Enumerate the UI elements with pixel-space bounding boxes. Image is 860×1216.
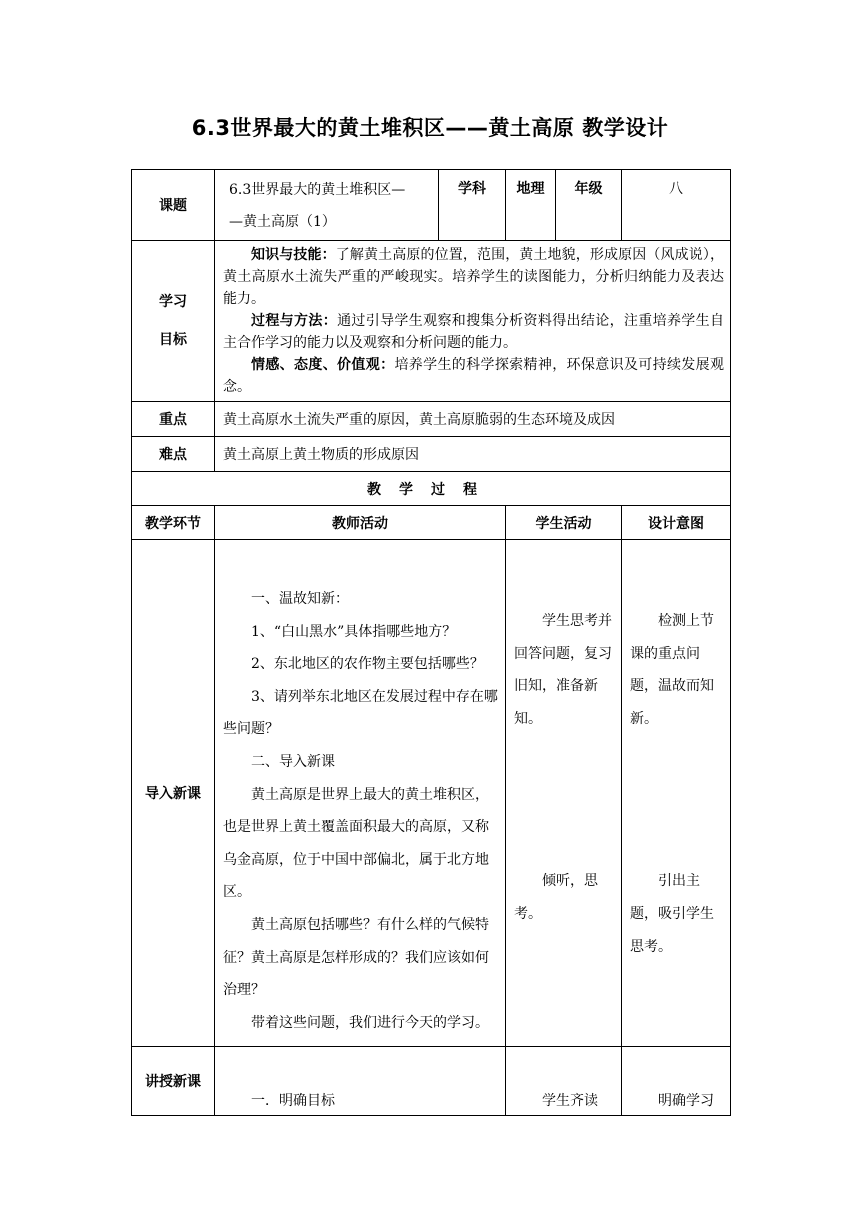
intro-intent-text-2: 引出主题，吸引学生思考。	[630, 873, 714, 955]
grade-value: 八	[622, 170, 731, 241]
goal-knowledge	[223, 244, 724, 310]
goal-process-text: 通过引导学生观察和搜集分析资料得出结论，注重培养学生自主合作学习的能力以及观察和分析问题的能力。	[223, 313, 724, 351]
subject-label: 学科	[439, 170, 506, 241]
goal-knowledge-text: 了解黄土高原的位置，范围，黄土地貌，形成原因（风成说），黄土高原水土流失严重的严峻现实。培养学生的读图能力，分析归纳能力及表达能力。	[223, 247, 725, 307]
intro-teacher-line: 黄土高原包括哪些？有什么样的气候特征？黄土高原是怎样形成的？我们应该如何治理？	[223, 916, 489, 999]
process-heading-row	[132, 472, 731, 506]
lecture-teacher-line: 一．明确目标	[251, 1093, 335, 1109]
lecture-student-activity	[506, 1047, 622, 1116]
intro-teacher-line: 一、温故知新：	[251, 591, 349, 607]
goal-attitude-head: 情感、态度、价值观：	[251, 357, 395, 373]
goal-knowledge-head: 知识与技能：	[251, 247, 336, 263]
intro-design-intent	[622, 540, 731, 1047]
goals-row	[132, 241, 731, 402]
intro-student-activity	[506, 540, 622, 1047]
intro-teacher-line: 3、请列举东北地区在发展过程中存在哪些问题？	[223, 688, 498, 738]
goals-content	[215, 241, 731, 402]
intro-intent-text-1: 检测上节课的重点问题，温故而知新。	[630, 613, 714, 727]
lecture-teacher-activity	[215, 1047, 506, 1116]
intro-stage: 导入新课	[132, 540, 215, 1047]
difficult-point-label: 难点	[132, 437, 215, 472]
intro-teacher-line: 1、“白山黑水”具体指哪些地方？	[251, 623, 457, 640]
subject-value: 地理	[506, 170, 556, 241]
document-title: 6.3世界最大的黄土堆积区——黄土高原 教学设计	[191, 116, 669, 140]
goals-label-line2: 目标	[159, 332, 187, 348]
lecture-intent-text: 明确学习	[658, 1093, 714, 1109]
difficult-point-text: 黄土高原上黄土物质的形成原因	[215, 437, 731, 472]
course-name	[215, 170, 439, 241]
goals-label	[132, 241, 215, 402]
course-label: 课题	[132, 170, 215, 241]
lecture-design-intent	[622, 1047, 731, 1116]
course-name-line2: —黄土高原（1）	[229, 214, 336, 230]
goal-process	[223, 310, 724, 354]
col-teacher-header: 教师活动	[215, 506, 506, 540]
col-stage-header: 教学环节	[132, 506, 215, 540]
lecture-stage: 讲授新课	[132, 1047, 215, 1116]
process-heading-text: 教学过程	[367, 481, 495, 498]
course-row	[132, 170, 731, 241]
difficult-point-row	[132, 437, 731, 472]
col-student-header: 学生活动	[506, 506, 622, 540]
lecture-student-text: 学生齐读	[542, 1093, 598, 1109]
col-intent-header: 设计意图	[622, 506, 731, 540]
lecture-row	[132, 1047, 731, 1116]
intro-student-text-1: 学生思考并回答问题，复习旧知，准备新知。	[514, 613, 612, 727]
intro-student-text-2: 倾听，思考。	[514, 873, 598, 922]
goals-label-line1: 学习	[159, 294, 187, 310]
intro-teacher-line: 黄土高原是世界上最大的黄土堆积区，也是世界上黄土覆盖面积最大的高原，又称乌金高原，位于中国中部偏北，属于北方地区。	[223, 786, 489, 901]
intro-teacher-activity	[215, 540, 506, 1047]
process-column-headers	[132, 506, 731, 540]
goal-attitude-text: 培养学生的科学探索精神，环保意识及可持续发展观念。	[223, 357, 724, 395]
key-point-text: 黄土高原水土流失严重的原因，黄土高原脆弱的生态环境及成因	[215, 402, 731, 437]
intro-row	[132, 540, 731, 1047]
intro-teacher-line: 2、东北地区的农作物主要包括哪些？	[251, 656, 484, 673]
key-point-label: 重点	[132, 402, 215, 437]
intro-teacher-line: 二、导入新课	[251, 753, 335, 770]
key-point-row	[132, 402, 731, 437]
grade-label: 年级	[556, 170, 622, 241]
lesson-plan-table	[131, 169, 731, 1116]
goal-process-head: 过程与方法：	[251, 313, 338, 329]
goal-attitude	[223, 354, 724, 398]
course-name-line1: 6.3世界最大的黄土堆积区—	[229, 182, 406, 198]
intro-teacher-line: 带着这些问题，我们进行今天的学习。	[251, 1014, 489, 1031]
process-heading	[132, 472, 731, 506]
